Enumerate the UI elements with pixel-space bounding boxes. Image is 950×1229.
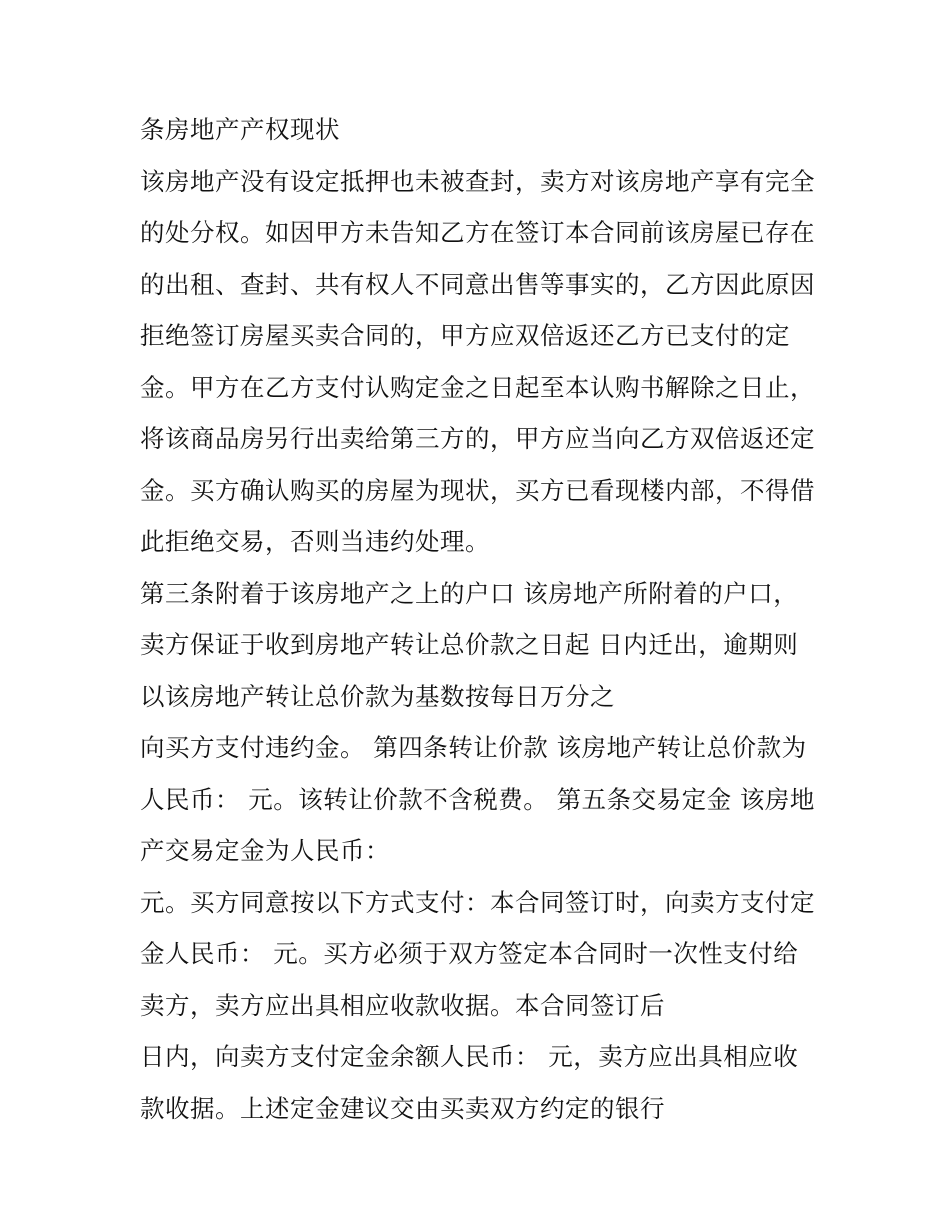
text-line: 金。买方确认购买的房屋为现状，买方已看现楼内部，不得借 bbox=[140, 475, 815, 505]
text-line: 的出租、查封、共有权人不同意出售等事实的，乙方因此原因 bbox=[140, 269, 815, 299]
text-line: 此拒绝交易，否则当违约处理。 bbox=[140, 527, 490, 556]
text-line: 卖方，卖方应出具相应收款收据。本合同签订后 bbox=[140, 990, 665, 1020]
text-line: 向买方支付违约金。 第四条转让价款 该房地产转让总价款为 bbox=[140, 733, 807, 762]
text-line: 第三条附着于该房地产之上的户口 该房地产所附着的户口， bbox=[140, 578, 799, 608]
text-line: 将该商品房另行出卖给第三方的，甲方应当向乙方双倍返还定 bbox=[140, 424, 815, 453]
text-line: 金。甲方在乙方支付认购定金之日起至本认购书解除之日止， bbox=[140, 372, 815, 402]
text-line: 条房地产产权现状 bbox=[140, 115, 340, 144]
text-line: 人民币： 元。该转让价款不含税费。 第五条交易定金 该房地 bbox=[140, 784, 815, 814]
text-line: 卖方保证于收到房地产转让总价款之日起 日内迁出，逾期则 bbox=[140, 630, 799, 659]
text-line: 拒绝签订房屋买卖合同的，甲方应双倍返还乙方已支付的定 bbox=[140, 321, 790, 350]
text-line: 金人民币： 元。买方必须于双方签定本合同时一次性支付给 bbox=[140, 939, 799, 968]
text-line: 元。买方同意按以下方式支付：本合同签订时，向卖方支付定 bbox=[140, 887, 815, 917]
text-line: 产交易定金为人民币： bbox=[140, 836, 390, 865]
text-line: 的处分权。如因甲方未告知乙方在签订本合同前该房屋已存在 bbox=[140, 218, 815, 247]
text-line: 款收据。上述定金建议交由买卖双方约定的银行 bbox=[140, 1093, 665, 1123]
text-line: 该房地产没有设定抵押也未被查封，卖方对该房地产享有完全 bbox=[140, 166, 815, 196]
text-line: 日内，向卖方支付定金余额人民币： 元，卖方应出具相应收 bbox=[140, 1042, 799, 1071]
document-body bbox=[140, 111, 820, 1141]
text-line: 以该房地产转让总价款为基数按每日万分之 bbox=[140, 681, 615, 711]
